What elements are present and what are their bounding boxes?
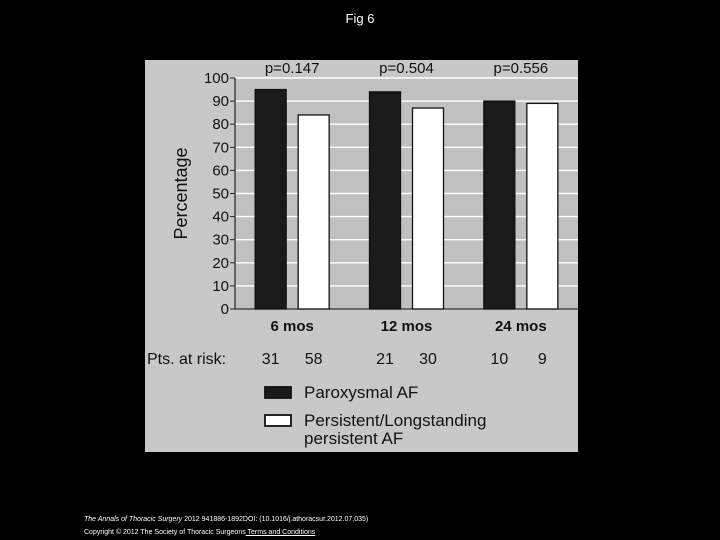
y-tick-label: 50 xyxy=(212,185,229,203)
pts-at-risk-value: 31 xyxy=(261,351,280,368)
pts-at-risk-label: Pts. at risk: xyxy=(147,351,227,368)
y-tick-label: 60 xyxy=(212,162,229,180)
legend-swatch xyxy=(265,415,291,426)
y-tick-label: 100 xyxy=(203,70,229,87)
legend-label: Paroxysmal AF xyxy=(304,383,419,402)
p-value-label: p=0.147 xyxy=(264,60,320,77)
caption-doi: 2012 941886-1892DOI: (10.1016/j.athoracsur.2012.07.035) xyxy=(182,516,369,523)
pts-at-risk-value: 21 xyxy=(376,351,394,368)
y-tick-label: 70 xyxy=(212,139,229,157)
p-value-label: p=0.504 xyxy=(379,60,434,77)
bar-persistent-2 xyxy=(413,108,444,309)
bar-paroxysmal-1 xyxy=(255,90,286,309)
caption-copyright: Copyright © 2012 The Society of Thoracic Surgeons xyxy=(84,529,246,536)
terms-and-conditions-link[interactable]: Terms and Conditions xyxy=(245,529,316,536)
y-axis-label: Percentage xyxy=(171,147,191,240)
bar-chart xyxy=(145,60,578,452)
x-category-label: 12 mos xyxy=(380,318,433,335)
bar-persistent-1 xyxy=(298,115,329,309)
bar-paroxysmal-3 xyxy=(484,101,515,309)
y-tick-label: 40 xyxy=(212,208,229,226)
bar-persistent-3 xyxy=(527,103,558,309)
y-tick-label: 10 xyxy=(212,277,229,295)
pts-at-risk-value: 58 xyxy=(304,351,323,368)
caption-citation xyxy=(84,516,368,523)
x-category-label: 24 mos xyxy=(494,318,547,335)
y-tick-label: 90 xyxy=(212,93,229,111)
y-tick-label: 0 xyxy=(220,301,229,318)
y-tick-label: 20 xyxy=(212,254,229,272)
pts-at-risk-value: 30 xyxy=(419,351,437,368)
legend-swatch xyxy=(265,387,291,398)
legend-label: persistent AF xyxy=(304,429,404,448)
pts-at-risk-value: 9 xyxy=(537,351,547,368)
pts-at-risk-value: 10 xyxy=(490,351,509,368)
y-tick-label: 80 xyxy=(212,116,229,134)
y-tick-label: 30 xyxy=(212,231,229,249)
caption-journal: The Annals of Thoracic Surgery xyxy=(84,516,183,523)
bar-paroxysmal-2 xyxy=(370,92,401,309)
p-value-label: p=0.556 xyxy=(493,60,549,77)
legend-label: Persistent/Longstanding xyxy=(304,411,487,430)
caption-copyright-line xyxy=(84,529,315,536)
x-category-label: 6 mos xyxy=(270,318,314,335)
figure-panel xyxy=(145,60,578,452)
slide-title: Fig 6 xyxy=(345,11,375,26)
